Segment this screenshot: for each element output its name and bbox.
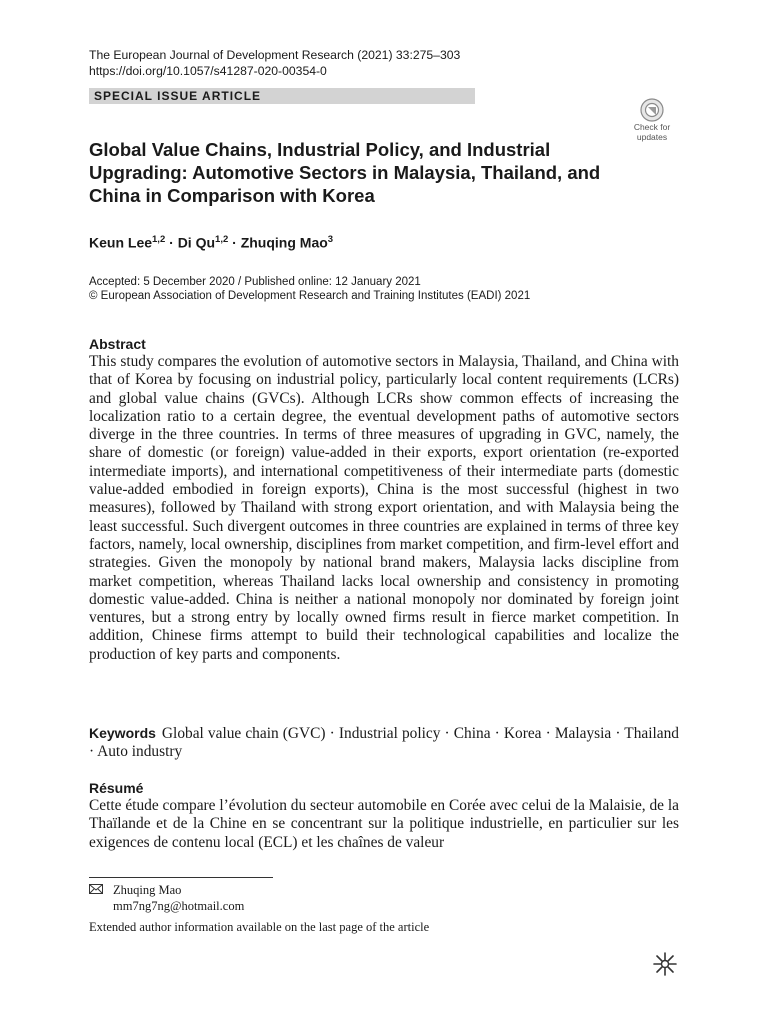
author-name[interactable]: Zhuqing Mao — [240, 234, 328, 251]
article-type-label: SPECIAL ISSUE ARTICLE — [94, 89, 262, 103]
correspondent-name: Zhuqing Mao — [113, 883, 182, 897]
keywords-text: Global value chain (GVC) · Industrial policy · China · Korea · Malaysia · Thailand · Auto industry — [89, 725, 679, 761]
check-for-updates-icon — [626, 98, 678, 124]
check-for-updates-label — [626, 123, 678, 142]
check-for-updates-line2: updates — [636, 131, 668, 142]
author-separator: · — [228, 234, 241, 251]
check-for-updates-badge[interactable] — [626, 98, 678, 142]
publication-dates: Accepted: 5 December 2020 / Published online: 12 January 2021 — [89, 276, 421, 288]
article-title: Global Value Chains, Industrial Policy, and Industrial Upgrading: Automotive Sectors in Malaysia, Thailand, and China in Comparison with Korea — [89, 139, 601, 206]
correspondent-email[interactable]: mm7ng7ng@hotmail.com — [113, 899, 245, 913]
abstract-text: This study compares the evolution of automotive sectors in Malaysia, Thailand, and China with that of Korea by focusing on industrial policy, particularly local content requirements (LCRs) and global value chains (GVCs). Although LCRs show common effects of increasing the localization ratio to a certain degree, the eventual development paths of automotive sectors diverge in the three countries. In terms of three measures of upgrading in GVC, namely, the share of domestic (or foreign) value-added in their exports, export orientation (re-exported intermediate imports), and international competitiveness of their intermediate parts (domestic value-added embodied in foreign exports), China is the most successful (highest in two measures), followed by Thailand with strong export orientation, and with Malaysia being the least successful. Such divergent outcomes in three countries are explained in terms of three key factors, namely, local ownership, disciplines from market competition, and firm-level effort and strategies. Given the monopoly by national brand makers, Malaysia lacks discipline from market competition, whereas Thailand lacks local ownership and consistency in promoting domestic value-added. China is neither a national monopoly nor dominated by foreign joint ventures, but a strong entry by locally owned firms result in fierce market competition. In addition, Chinese firms attempt to build their technological capabilities and localize the production of key parts and components. — [89, 353, 679, 663]
check-for-updates-line1: Check for — [633, 122, 671, 132]
resume-text: Cette étude compare l’évolution du secteur automobile en Corée avec celui de la Malaisie, de la Thaïlande et de la Chine en se concentrant sur la politique industrielle, en particulier sur les exigences de contenu local (ECL) et les chaînes de valeur — [89, 797, 679, 851]
author-separator: · — [165, 234, 178, 251]
resume-heading: Résumé — [89, 780, 144, 796]
author-list — [89, 231, 333, 252]
keywords-label: Keywords — [89, 725, 156, 741]
envelope-icon — [89, 884, 103, 894]
springer-horse-logo-icon — [651, 950, 679, 978]
author-affiliation: 3 — [327, 234, 334, 245]
author-affiliation: 1,2 — [215, 234, 229, 245]
keywords-block — [89, 724, 679, 762]
author-name[interactable]: Keun Lee — [89, 234, 153, 251]
author-name[interactable]: Di Qu — [177, 234, 216, 251]
doi-link[interactable]: https://doi.org/10.1057/s41287-020-00354-0 — [89, 64, 327, 78]
author-affiliation: 1,2 — [152, 234, 166, 245]
journal-citation: The European Journal of Development Research (2021) 33:275–303 — [89, 48, 461, 62]
article-type-banner — [89, 88, 475, 104]
extended-author-info-note: Extended author information available on the last page of the article — [89, 920, 430, 934]
footnote-divider — [89, 877, 273, 878]
abstract-heading: Abstract — [89, 336, 146, 352]
copyright-notice: © European Association of Development Research and Training Institutes (EADI) 2021 — [89, 290, 531, 302]
